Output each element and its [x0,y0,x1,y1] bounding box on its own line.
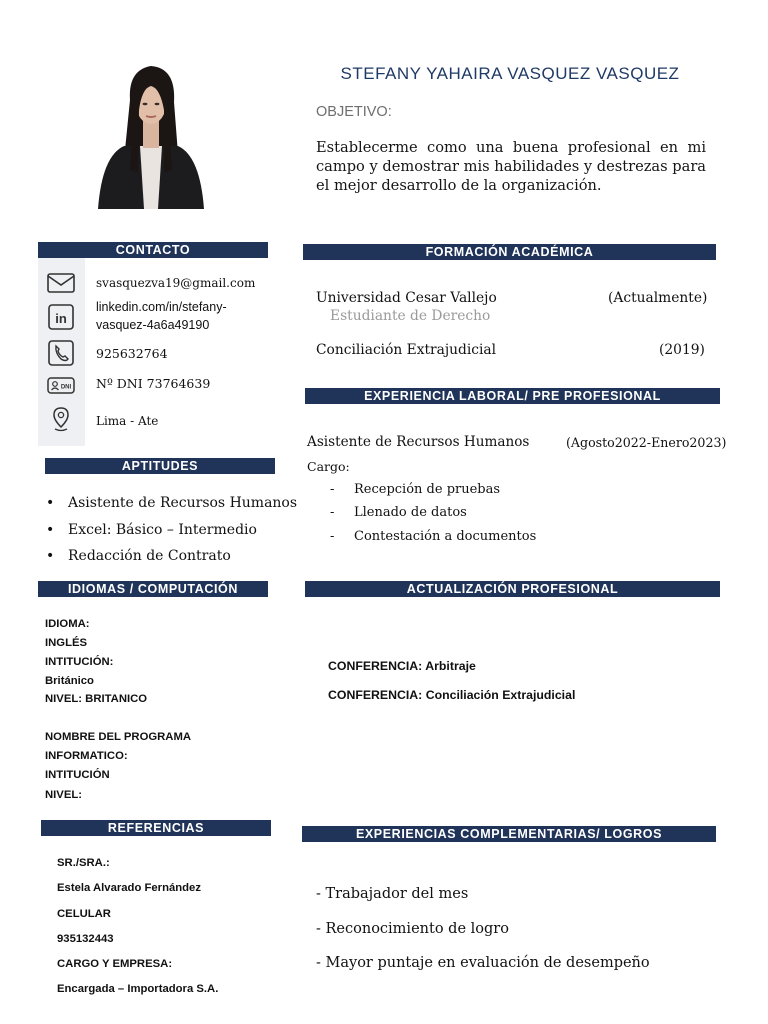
education-detail: Estudiante de Derecho [330,308,491,324]
program-line: INTITUCIÓN [45,769,110,781]
experience-header: EXPERIENCIA LABORAL/ PRE PROFESIONAL [305,388,720,404]
program-line: NIVEL: [45,789,83,801]
reference-line: Encargada – Importadora S.A. [57,983,219,995]
contact-linkedin-line2: vasquez-4a6a49190 [96,318,210,332]
objective-text: Establecerme como una buena profesional en mi campo y demostrar mis habilidades y destrezas para el mejor desarrollo de la organización. [316,139,706,194]
experience-role: Asistente de Recursos Humanos [307,434,530,450]
task-text: Llenado de datos [354,505,467,520]
phone-icon [46,338,76,368]
skill-item: • Redacción de Contrato [46,543,297,570]
experience-cargo-label: Cargo: [307,459,350,474]
experience-task [330,505,467,520]
portrait-illustration [94,60,208,209]
id-card-icon [46,370,76,400]
candidate-name: STEFANY YAHAIRA VASQUEZ VASQUEZ [340,64,680,83]
reference-line: SR./SRA.: [57,857,110,869]
education-institution: Universidad Cesar Vallejo [316,290,497,306]
conference-item [328,688,575,702]
skill-item: • Excel: Básico – Intermedio [46,517,297,544]
language-line: NIVEL: BRITANICO [45,693,148,705]
education-date: (2019) [659,342,705,358]
contact-location: Lima - Ate [96,414,159,428]
achievement-item: - Reconocimiento de logro [316,921,509,937]
contact-linkedin-line1: linkedin.com/in/stefany- [96,300,227,314]
reference-line: 935132443 [57,933,114,945]
education-institution: Conciliación Extrajudicial [316,342,497,358]
contact-header: CONTACTO [38,242,268,258]
education-date: (Actualmente) [608,290,708,306]
achievement-item: - Mayor puntaje en evaluación de desempeño [316,955,650,971]
program-line: INFORMATICO: [45,750,128,762]
program-line: NOMBRE DEL PROGRAMA [45,731,192,743]
task-dash: - [330,505,335,520]
language-line: INGLÉS [45,637,88,649]
reference-line: Estela Alvarado Fernández [57,882,201,894]
conference-value: Arbitraje [425,659,476,673]
id-card-icon-label: DNI [60,384,72,391]
skills-list [46,490,297,570]
conference-label: CONFERENCIA: [328,688,423,702]
profile-photo [94,60,208,209]
language-line: INTITUCIÓN: [45,656,114,668]
language-line: Británico [45,675,94,687]
svg-text:in: in [55,311,67,326]
task-dash: - [330,529,335,544]
education-header: FORMACIÓN ACADÉMICA [303,244,716,260]
achievement-item: - Trabajador del mes [316,886,469,902]
experience-task [330,482,500,497]
contact-phone: 925632764 [96,346,168,361]
reference-line: CARGO Y EMPRESA: [57,958,173,970]
conference-item [328,659,476,673]
mail-icon [46,268,76,298]
experience-period: (Agosto2022-Enero2023) [566,435,727,450]
location-pin-icon [46,404,76,434]
conference-label: CONFERENCIA: [328,659,423,673]
task-text: Contestación a documentos [354,529,537,544]
updates-header: ACTUALIZACIÓN PROFESIONAL [305,581,720,597]
task-text: Recepción de pruebas [354,482,501,497]
achievements-header: EXPERIENCIAS COMPLEMENTARIAS/ LOGROS [302,826,716,842]
experience-task [330,529,536,544]
objective-label: OBJETIVO: [316,104,392,120]
skills-header: APTITUDES [45,458,275,474]
contact-dni: Nº DNI 73764639 [96,376,211,391]
task-dash: - [330,482,335,497]
conference-value: Conciliación Extrajudicial [425,688,576,702]
contact-email: svasquezva19@gmail.com [96,276,256,290]
languages-header: IDIOMAS / COMPUTACIÓN [38,581,268,597]
skill-item: • Asistente de Recursos Humanos [46,490,297,517]
language-line: IDIOMA: [45,618,90,630]
linkedin-icon [46,302,76,332]
reference-line: CELULAR [57,908,111,920]
references-header: REFERENCIAS [41,820,271,836]
